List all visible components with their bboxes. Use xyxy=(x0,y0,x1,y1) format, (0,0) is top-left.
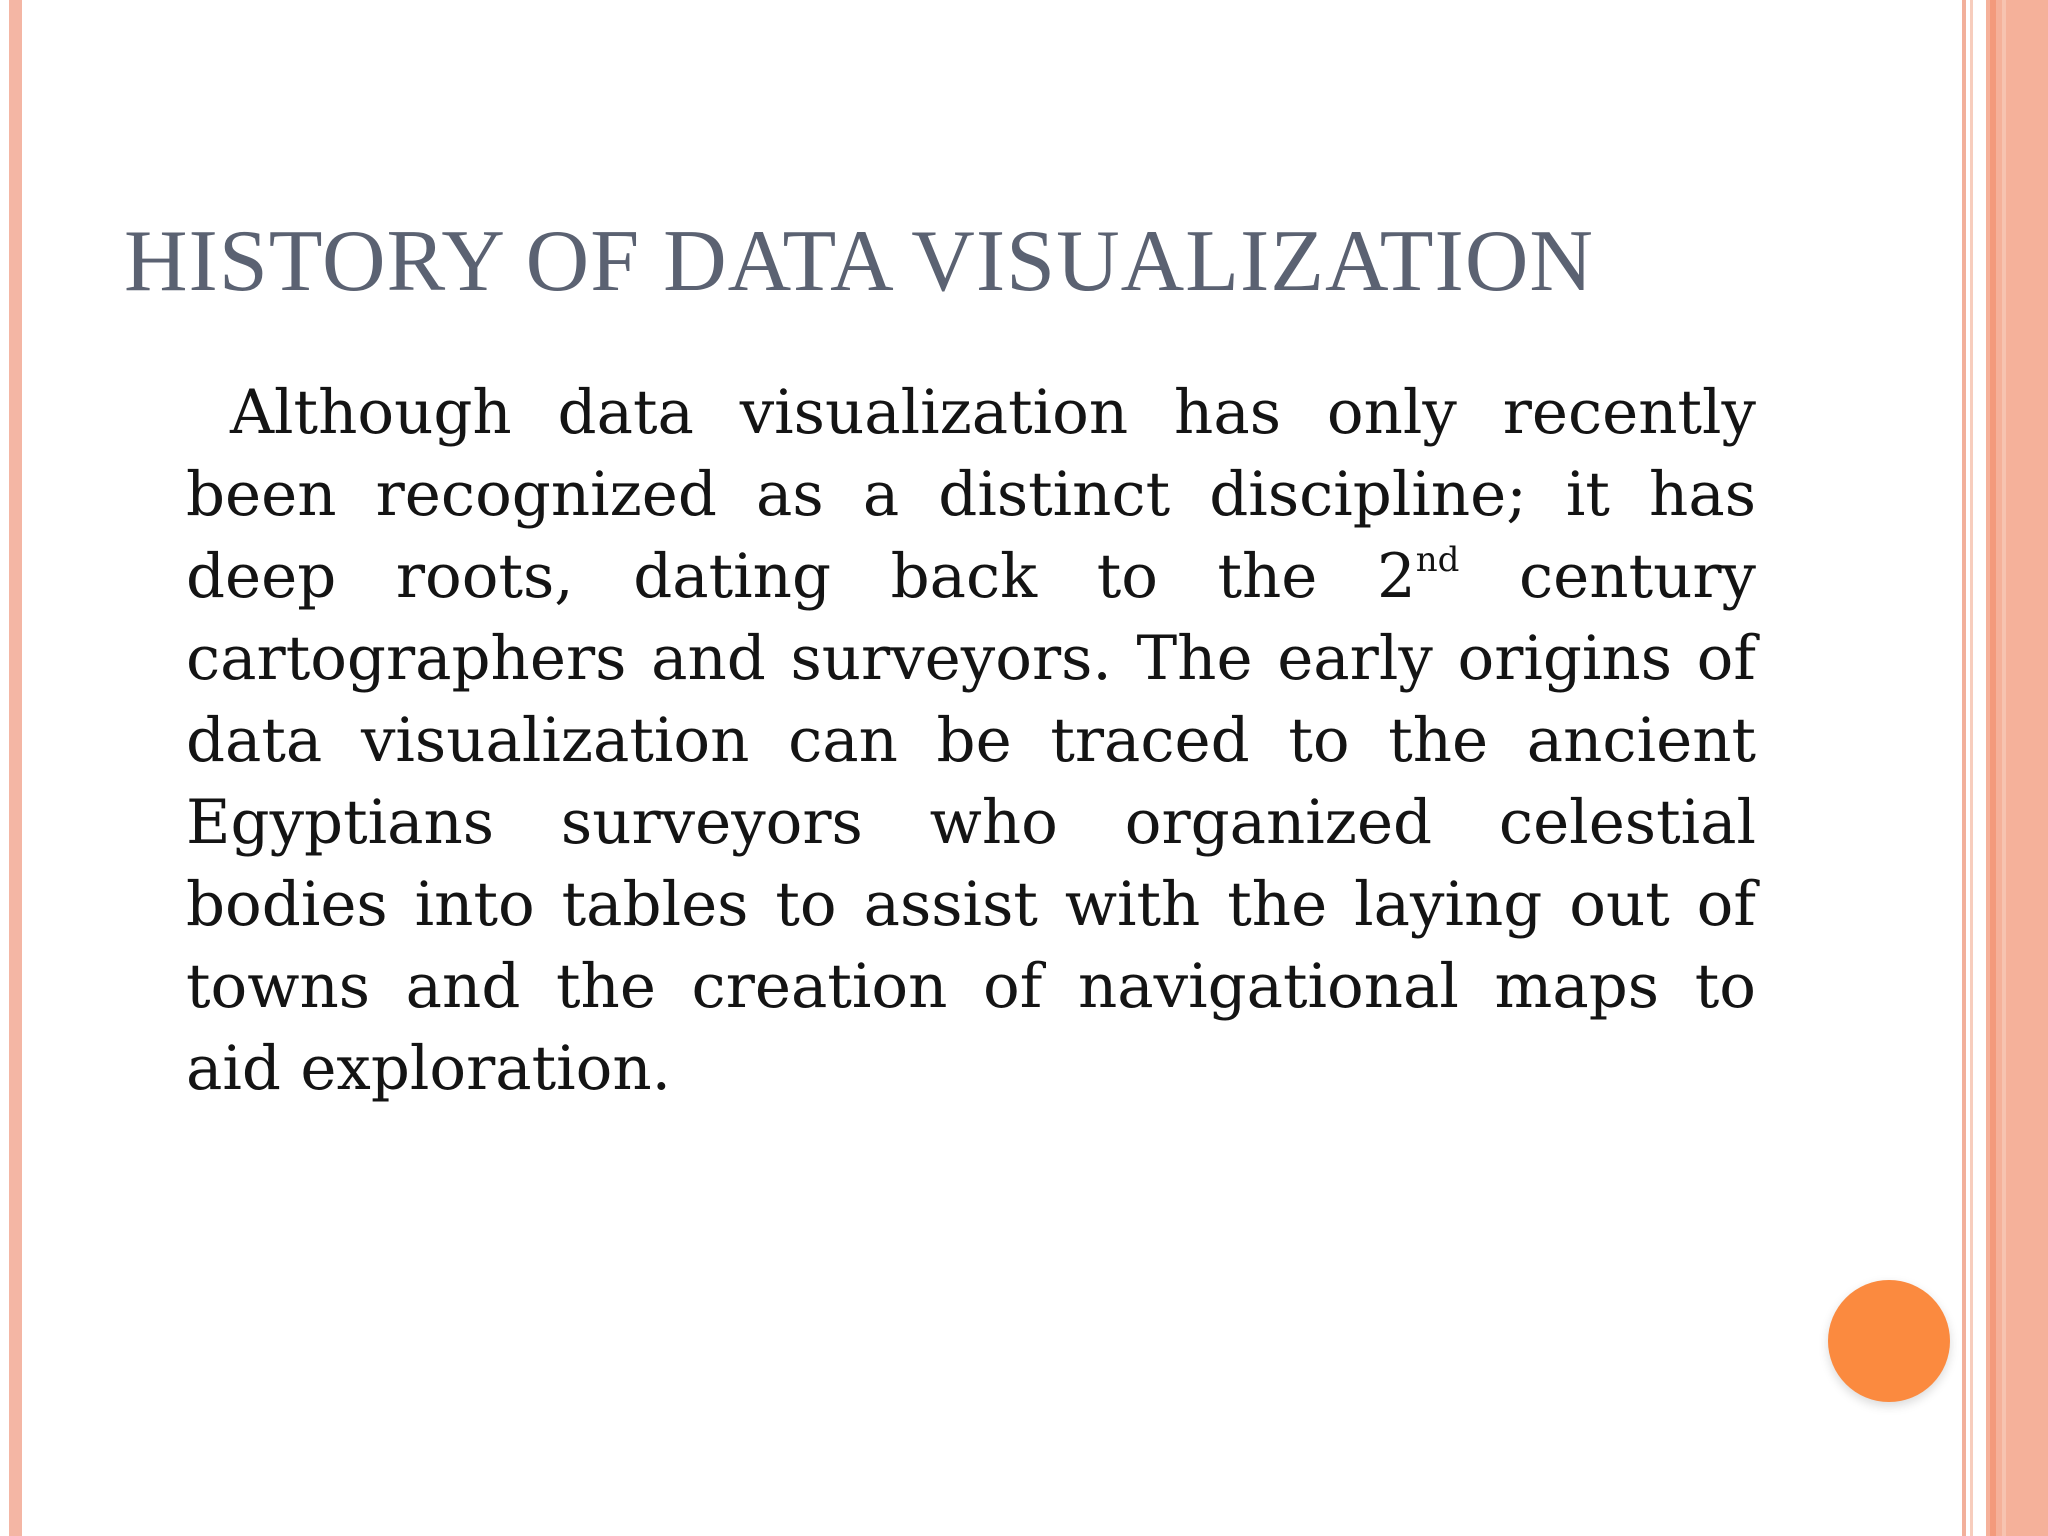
right-stripe-thin xyxy=(1962,0,1966,1536)
orange-circle-decoration xyxy=(1828,1280,1950,1402)
right-border-stripes xyxy=(1962,0,2048,1536)
body-text-part-2: century cartographers and surveyors. The early origins of data visualization can be traced to the ancient Egyptians surveyors who organized celestial bodies into tables to assist with the laying out of towns and the creation of navigational maps to aid exploration. xyxy=(186,541,1756,1104)
slide-body-text xyxy=(186,372,1756,1110)
body-text-part-1: Although data visualization has only recently been recognized as a distinct discipline; it has deep roots, dating back to the 2 xyxy=(186,377,1756,612)
ordinal-superscript: nd xyxy=(1415,540,1460,580)
right-stripe-dark xyxy=(1990,0,1996,1536)
right-stripe-highlight xyxy=(2002,0,2006,1536)
right-stripe-light xyxy=(1970,0,1973,1536)
left-border-stripe xyxy=(9,0,22,1536)
slide-title: HISTORY OF DATA VISUALIZATION xyxy=(124,213,1594,310)
